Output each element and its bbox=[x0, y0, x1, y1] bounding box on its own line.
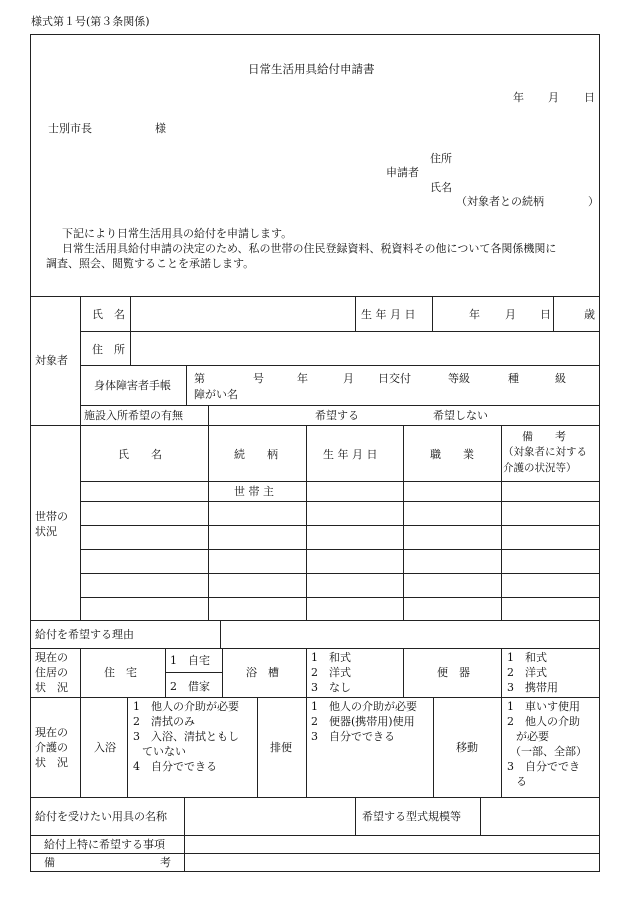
household-header-remarks-1: 備 考 bbox=[522, 430, 566, 443]
date-day: 日 bbox=[584, 91, 595, 104]
rule-house-split bbox=[165, 672, 222, 673]
rule-birthdate-right bbox=[432, 296, 433, 331]
care-label-2: 介護の bbox=[35, 741, 68, 754]
rule-target-name-bottom bbox=[80, 331, 600, 332]
applicant-name-label: 氏名 bbox=[430, 181, 452, 194]
applicant-label: 申請者 bbox=[386, 166, 419, 179]
rule-remarks-top bbox=[30, 853, 600, 854]
bath-option-3: 3 なし bbox=[311, 681, 351, 694]
mobility-option-2-note: （一部、全部） bbox=[510, 745, 587, 758]
bath-option-1: 1 和式 bbox=[311, 651, 351, 664]
handbook-kind: 種 bbox=[508, 372, 519, 385]
date-month: 月 bbox=[548, 91, 559, 104]
handbook-no-prefix: 第 bbox=[194, 372, 205, 385]
rule-household-row-1 bbox=[80, 501, 600, 502]
handbook-no-suffix: 号 bbox=[253, 372, 264, 385]
facility-yes: 希望する bbox=[315, 409, 359, 422]
rule-house-label-right bbox=[165, 648, 166, 697]
house-option-2: 2 借家 bbox=[170, 680, 210, 693]
rule-household-row-5 bbox=[80, 597, 600, 598]
care-label-3: 状 況 bbox=[35, 756, 68, 769]
toilet-option-2: 2 洋式 bbox=[507, 666, 547, 679]
target-age: 歳 bbox=[584, 308, 595, 321]
addressee-name: 士別市長 bbox=[48, 122, 92, 135]
excretion-option-1: 1 他人の介助が必要 bbox=[311, 700, 417, 713]
applicant-address-label: 住所 bbox=[430, 152, 452, 165]
household-header-remarks-2: （対象者に対する bbox=[503, 446, 587, 458]
rule-left-label-column bbox=[80, 296, 81, 620]
household-label-1: 世帯の bbox=[35, 510, 68, 523]
household-header-birthdate: 生 年 月 日 bbox=[323, 448, 378, 461]
bathing-option-3: 3 入浴、清拭ともし bbox=[133, 730, 239, 743]
rule-target-label-column bbox=[130, 296, 131, 365]
care-label-1: 現在の bbox=[35, 726, 68, 739]
rule-handbook-column bbox=[186, 365, 187, 405]
mobility-label: 移動 bbox=[456, 741, 478, 754]
toilet-option-3: 3 携帯用 bbox=[507, 681, 558, 694]
handbook-month: 月 bbox=[343, 372, 354, 385]
facility-label: 施設入所希望の有無 bbox=[84, 409, 183, 422]
household-header-occupation: 職 業 bbox=[430, 448, 474, 461]
rule-bottom-label-column bbox=[184, 797, 185, 872]
household-header-relation: 続 柄 bbox=[234, 448, 278, 461]
rule-household-occupation-right bbox=[501, 425, 502, 620]
target-birth-year: 年 bbox=[469, 308, 480, 321]
bath-option-2: 2 洋式 bbox=[311, 666, 351, 679]
bathing-label: 入浴 bbox=[94, 741, 116, 754]
household-header-remarks-3: 介護の状況等） bbox=[503, 462, 577, 474]
date-year: 年 bbox=[513, 91, 524, 104]
mobility-option-3-cont: る bbox=[516, 775, 527, 788]
rule-care-top bbox=[30, 697, 600, 698]
target-birth-month: 月 bbox=[505, 308, 516, 321]
residence-label-1: 現在の bbox=[35, 651, 68, 664]
excretion-option-2: 2 便器(携帯用)使用 bbox=[311, 715, 415, 728]
mobility-option-2: 2 他人の介助 bbox=[507, 715, 580, 728]
rule-age-left bbox=[553, 296, 554, 331]
handbook-level: 級 bbox=[555, 372, 566, 385]
rule-bath-options-right bbox=[403, 648, 404, 697]
rule-reason-top bbox=[30, 620, 600, 621]
household-label-2: 状況 bbox=[35, 525, 57, 538]
rule-request-top bbox=[30, 835, 600, 836]
rule-target-address-bottom bbox=[80, 365, 600, 366]
rule-household-top bbox=[30, 425, 600, 426]
rule-toilet-label-right bbox=[501, 648, 502, 797]
rule-item-top bbox=[30, 797, 600, 798]
rule-birthdate-left bbox=[355, 296, 356, 331]
form-id: 様式第１号(第３条関係) bbox=[31, 15, 150, 28]
handbook-label: 身体障害者手帳 bbox=[94, 379, 171, 392]
rule-excretion-options-right bbox=[433, 697, 434, 797]
declaration-line-2: 日常生活用具給付申請の決定のため、私の世帯の住民登録資料、税資料その他について各関係機関に bbox=[62, 242, 557, 255]
excretion-option-3: 3 自分でできる bbox=[311, 730, 395, 743]
mobility-option-1: 1 車いす使用 bbox=[507, 700, 580, 713]
rule-bathing-label-right bbox=[127, 697, 128, 797]
mobility-option-2-cont: が必要 bbox=[516, 730, 549, 743]
rule-household-row-4 bbox=[80, 573, 600, 574]
rule-target-top bbox=[30, 296, 600, 297]
applicant-relation-close: ） bbox=[588, 195, 599, 208]
declaration-line-3: 調査、照会、閲覧することを承諾します。 bbox=[46, 257, 255, 270]
declaration-line-1: 下記により日常生活用具の給付を申請します。 bbox=[62, 227, 293, 240]
rule-residence-label-right bbox=[80, 648, 81, 797]
household-head-of-household: 世 帯 主 bbox=[234, 485, 274, 498]
handbook-year: 年 bbox=[297, 372, 308, 385]
rule-household-name-right bbox=[208, 405, 209, 620]
bathing-option-1: 1 他人の介助が必要 bbox=[133, 700, 239, 713]
handbook-disability-name: 障がい名 bbox=[194, 388, 238, 401]
rule-target-handbook-bottom bbox=[80, 405, 600, 406]
rule-household-row-3 bbox=[80, 549, 600, 550]
toilet-option-1: 1 和式 bbox=[507, 651, 547, 664]
target-birth-day: 日 bbox=[540, 308, 551, 321]
remarks-left: 備 bbox=[44, 856, 55, 869]
rule-household-birthdate-right bbox=[403, 425, 404, 620]
bathing-option-2: 2 清拭のみ bbox=[133, 715, 195, 728]
rule-house-options-right bbox=[222, 648, 223, 697]
rule-residence-top bbox=[30, 648, 600, 649]
remarks-right: 考 bbox=[160, 856, 171, 869]
handbook-grade: 等級 bbox=[448, 372, 470, 385]
target-birthdate-label: 生 年 月 日 bbox=[361, 308, 416, 321]
rule-bath-label-right bbox=[306, 648, 307, 797]
target-label: 対象者 bbox=[35, 354, 68, 367]
rule-model-right bbox=[480, 797, 481, 835]
bath-label: 浴 槽 bbox=[246, 666, 279, 679]
rule-model-left bbox=[355, 797, 356, 835]
household-header-name: 氏 名 bbox=[118, 448, 162, 461]
rule-bathing-options-right bbox=[257, 697, 258, 797]
facility-no: 希望しない bbox=[433, 409, 488, 422]
form-title: 日常生活用具給付申請書 bbox=[248, 62, 375, 76]
rule-household-header-bottom bbox=[80, 481, 600, 482]
bathing-option-3-cont: ていない bbox=[142, 745, 186, 758]
reason-label: 給付を希望する理由 bbox=[35, 628, 134, 641]
toilet-label: 便 器 bbox=[437, 666, 470, 679]
mobility-option-3: 3 自分ででき bbox=[507, 760, 580, 773]
special-request-label: 給付上特に希望する事項 bbox=[44, 838, 165, 851]
excretion-label: 排便 bbox=[270, 741, 292, 754]
addressee-honorific: 様 bbox=[155, 122, 166, 135]
house-option-1: 1 自宅 bbox=[170, 654, 210, 667]
residence-label-2: 住居の bbox=[35, 666, 68, 679]
model-label: 希望する型式規模等 bbox=[362, 810, 461, 823]
handbook-issued: 日交付 bbox=[378, 372, 411, 385]
house-label: 住 宅 bbox=[104, 666, 137, 679]
rule-household-relation-right bbox=[306, 425, 307, 620]
bathing-option-4: 4 自分でできる bbox=[133, 760, 217, 773]
target-address-label: 住 所 bbox=[92, 343, 125, 356]
rule-reason-label-right bbox=[220, 620, 221, 648]
residence-label-3: 状 況 bbox=[35, 681, 68, 694]
target-name-label: 氏 名 bbox=[92, 308, 125, 321]
applicant-relation: （対象者との続柄 bbox=[456, 195, 544, 208]
item-name-label: 給付を受けたい用具の名称 bbox=[35, 810, 167, 823]
rule-household-row-2 bbox=[80, 525, 600, 526]
